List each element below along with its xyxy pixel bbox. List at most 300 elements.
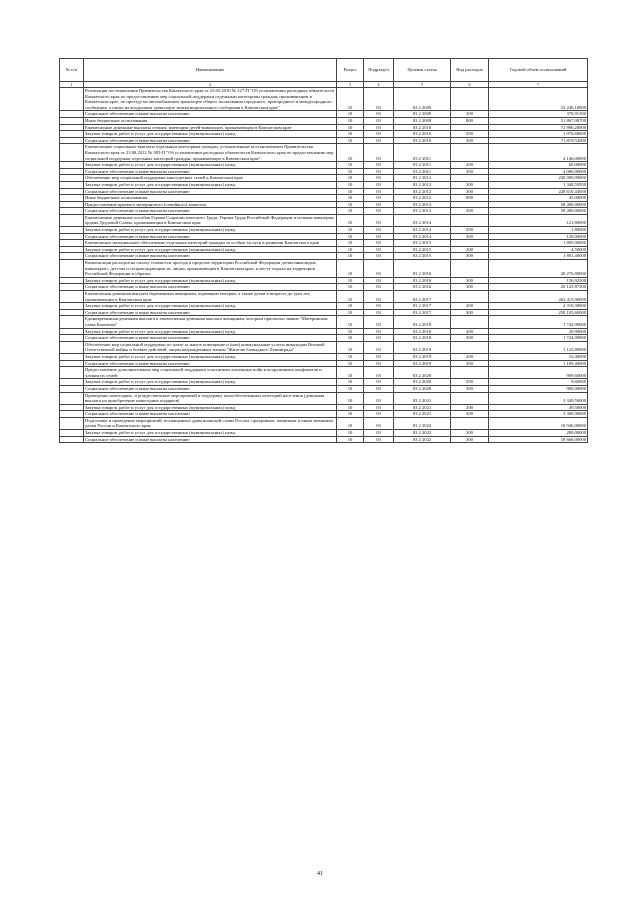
row-amount-cell: 20 125,87500 (489, 284, 588, 291)
row-section-cell: 10 (337, 144, 364, 162)
row-name-cell: Социальное обеспечение и иные выплаты населению (84, 188, 337, 195)
table-row (60, 303, 588, 310)
table-row (60, 131, 588, 138)
col-header-expense-type: Вид расходов (451, 59, 489, 82)
row-name-cell: Иные бюджетные ассигнования (84, 195, 337, 202)
row-amount-cell: 20,90000 (489, 328, 588, 335)
row-index-cell (60, 392, 84, 404)
row-section-cell: 10 (337, 379, 364, 386)
row-target-article-cell: 03 2 2018 (394, 335, 451, 342)
row-subsection-cell: 03 (364, 240, 394, 247)
row-name-cell: Закупка товаров, работ и услуг для государственных (муниципальных) нужд (84, 379, 337, 386)
row-amount-cell: 4 310,30000 (489, 303, 588, 310)
row-index-cell (60, 316, 84, 328)
row-target-article-cell: 03 2 2014 (394, 233, 451, 240)
row-expense-type-cell: 300 (451, 411, 489, 418)
row-subsection-cell: 03 (364, 162, 394, 169)
table-row (60, 316, 588, 328)
row-index-cell (60, 385, 84, 392)
table-row (60, 284, 588, 291)
row-expense-type-cell: 200 (451, 379, 489, 386)
table-row (60, 260, 588, 278)
row-amount-cell: 51 867,08700 (489, 117, 588, 124)
row-amount-cell: 909,60000 (489, 367, 588, 379)
table-row (60, 404, 588, 411)
row-target-article-cell: 03 2 2017 (394, 291, 451, 303)
table-row (60, 341, 588, 353)
row-name-cell: Социальное обеспечение и иные выплаты населению (84, 335, 337, 342)
row-name-cell: Закупка товаров, работ и услуг для государственных (муниципальных) нужд (84, 131, 337, 138)
row-target-article-cell: 03 2 2014 (394, 214, 451, 226)
row-expense-type-cell (451, 214, 489, 226)
row-subsection-cell: 03 (364, 117, 394, 124)
row-amount-cell: 9,60000 (489, 379, 588, 386)
row-section-cell: 10 (337, 137, 364, 144)
row-name-cell: Закупка товаров, работ и услуг для государственных (муниципальных) нужд (84, 430, 337, 437)
row-expense-type-cell (451, 291, 489, 303)
row-subsection-cell: 03 (364, 214, 394, 226)
row-target-article-cell: 03 2 2009 (394, 111, 451, 118)
table-row (60, 379, 588, 386)
row-subsection-cell: 03 (364, 417, 394, 429)
table-row (60, 162, 588, 169)
row-index-cell (60, 162, 84, 169)
row-expense-type-cell: 300 (451, 436, 489, 443)
row-expense-type-cell (451, 392, 489, 404)
row-name-cell: Социальное обеспечение и иные выплаты населению (84, 137, 337, 144)
row-subsection-cell: 03 (364, 227, 394, 234)
row-section-cell: 10 (337, 360, 364, 367)
row-target-article-cell: 03 2 2022 (394, 430, 451, 437)
row-index-cell (60, 379, 84, 386)
row-name-cell: Компенсация расходов на оплату стоимости проезда в пределах территории Российской Федерации детям-инвалидам, инвалидам с детства и сопровождающим их лицам, проживающим в Камчатском крае, к месту отдыха на территории Российской Федерации и обратно (84, 260, 337, 278)
col-number: 5 (394, 82, 451, 88)
col-number: 6 (451, 82, 489, 88)
row-index-cell (60, 181, 84, 188)
row-expense-type-cell: 300 (451, 137, 489, 144)
row-subsection-cell: 03 (364, 253, 394, 260)
table-row (60, 144, 588, 162)
row-target-article-cell: 03 2 2016 (394, 260, 451, 278)
col-header-target-article: Целевая статья (394, 59, 451, 82)
row-subsection-cell: 03 (364, 131, 394, 138)
row-section-cell: 10 (337, 335, 364, 342)
table-row (60, 367, 588, 379)
row-name-cell: Ежемесячные денежные выплаты семьям, имеющим детей-инвалидов, проживающим в Камчатском крае (84, 124, 337, 131)
row-subsection-cell: 03 (364, 291, 394, 303)
row-index-cell (60, 303, 84, 310)
row-section-cell: 10 (337, 392, 364, 404)
row-target-article-cell: 03 2 2014 (394, 227, 451, 234)
row-name-cell: Иные бюджетные ассигнования (84, 117, 337, 124)
row-section-cell: 10 (337, 246, 364, 253)
row-section-cell: 10 (337, 233, 364, 240)
row-index-cell (60, 417, 84, 429)
row-section-cell: 10 (337, 117, 364, 124)
row-section-cell: 10 (337, 316, 364, 328)
table-row (60, 411, 588, 418)
row-section-cell: 10 (337, 168, 364, 175)
row-name-cell: Ежемесячное материальное обеспечение отдельных категорий граждан за особые заслуги в развитии Камчатского края (84, 240, 337, 247)
row-target-article-cell: 03 2 2019 (394, 353, 451, 360)
row-amount-cell: 45,00000 (489, 195, 588, 202)
row-subsection-cell: 03 (364, 411, 394, 418)
row-expense-type-cell: 300 (451, 208, 489, 215)
row-expense-type-cell: 200 (451, 181, 489, 188)
row-amount-cell: 121,80000 (489, 214, 588, 226)
row-section-cell: 10 (337, 430, 364, 437)
table-row (60, 188, 588, 195)
row-subsection-cell: 03 (364, 246, 394, 253)
row-expense-type-cell: 300 (451, 168, 489, 175)
row-subsection-cell: 03 (364, 195, 394, 202)
row-target-article-cell: 03 2 2018 (394, 328, 451, 335)
row-amount-cell: 52 246,10000 (489, 88, 588, 111)
row-target-article-cell: 03 2 2017 (394, 303, 451, 310)
row-amount-cell: 230 000,00000 (489, 175, 588, 182)
table-row (60, 124, 588, 131)
row-name-cell: Единовременная денежная выплата и ежемесячная денежная выплата женщинам, которым присвоено звание "Материнская слава Камчатки" (84, 316, 337, 328)
row-index-cell (60, 124, 84, 131)
row-name-cell: Социальное обеспечение и иные выплаты населению (84, 411, 337, 418)
row-index-cell (60, 404, 84, 411)
row-amount-cell: 49,50000 (489, 404, 588, 411)
row-target-article-cell: 03 2 2016 (394, 284, 451, 291)
row-amount-cell: 1 125,80000 (489, 341, 588, 353)
col-number: 7 (489, 82, 588, 88)
row-target-article-cell: 03 2 2011 (394, 168, 451, 175)
row-section-cell: 10 (337, 284, 364, 291)
row-subsection-cell: 03 (364, 188, 394, 195)
row-target-article-cell: 03 2 2009 (394, 117, 451, 124)
row-amount-cell: 1 805,90000 (489, 240, 588, 247)
row-index-cell (60, 88, 84, 111)
row-target-article-cell: 03 2 2018 (394, 316, 451, 328)
row-section-cell: 10 (337, 201, 364, 208)
row-expense-type-cell (451, 260, 489, 278)
row-section-cell: 10 (337, 131, 364, 138)
row-name-cell: Закупка товаров, работ и услуг для государственных (муниципальных) нужд (84, 227, 337, 234)
row-amount-cell: 60,00000 (489, 162, 588, 169)
table-row (60, 246, 588, 253)
table-row (60, 335, 588, 342)
row-expense-type-cell: 300 (451, 233, 489, 240)
row-amount-cell: 1 801,40000 (489, 253, 588, 260)
row-expense-type-cell: 300 (451, 253, 489, 260)
row-subsection-cell: 03 (364, 316, 394, 328)
row-name-cell: Социальное обеспечение и иные выплаты населению (84, 436, 337, 443)
row-section-cell: 10 (337, 309, 364, 316)
row-expense-type-cell: 200 (451, 404, 489, 411)
row-expense-type-cell (451, 175, 489, 182)
row-expense-type-cell (451, 88, 489, 111)
table-row (60, 277, 588, 284)
row-index-cell (60, 168, 84, 175)
row-target-article-cell: 03 2 2022 (394, 417, 451, 429)
row-expense-type-cell: 200 (451, 277, 489, 284)
table-row (60, 181, 588, 188)
row-index-cell (60, 335, 84, 342)
row-amount-cell: 18 666,00000 (489, 436, 588, 443)
row-index-cell (60, 111, 84, 118)
row-section-cell: 10 (337, 260, 364, 278)
row-index-cell (60, 430, 84, 437)
row-section-cell: 10 (337, 253, 364, 260)
row-subsection-cell: 03 (364, 379, 394, 386)
row-amount-cell: 378,01300 (489, 111, 588, 118)
row-name-cell: Социальное обеспечение и иные выплаты населению (84, 385, 337, 392)
row-expense-type-cell: 200 (451, 227, 489, 234)
row-amount-cell: 71 819,52000 (489, 137, 588, 144)
row-target-article-cell: 03 2 2015 (394, 253, 451, 260)
row-expense-type-cell: 200 (451, 353, 489, 360)
row-name-cell: Предоставление краевого материнского (семейного) капитала (84, 201, 337, 208)
row-name-cell: Социальное обеспечение и иные выплаты населению (84, 360, 337, 367)
row-section-cell: 10 (337, 214, 364, 226)
row-subsection-cell: 03 (364, 208, 394, 215)
row-amount-cell: 16,40000 (489, 353, 588, 360)
row-target-article-cell: 03 2 2019 (394, 341, 451, 353)
table-row (60, 436, 588, 443)
row-amount-cell: 4 146,00000 (489, 144, 588, 162)
table-row (60, 137, 588, 144)
row-section-cell: 10 (337, 404, 364, 411)
row-name-cell: Социальное обеспечение и иные выплаты населению (84, 208, 337, 215)
row-target-article-cell: 03 2 2012 (394, 175, 451, 182)
row-name-cell: Закупка товаров, работ и услуг для государственных (муниципальных) нужд (84, 303, 337, 310)
row-target-article-cell: 03 2 2022 (394, 436, 451, 443)
row-name-cell: Социальное обеспечение и иные выплаты населению (84, 253, 337, 260)
row-section-cell: 10 (337, 208, 364, 215)
row-amount-cell: 1 076,68000 (489, 131, 588, 138)
row-amount-cell: 1,80000 (489, 227, 588, 234)
row-index-cell (60, 253, 84, 260)
row-subsection-cell: 03 (364, 385, 394, 392)
row-subsection-cell: 03 (364, 124, 394, 131)
row-section-cell: 10 (337, 124, 364, 131)
row-index-cell (60, 291, 84, 303)
row-name-cell: Реализация постановления Правительства Камчатского края от 23.03.2010 № 127-П "Об установлении расходных обязательств Камчатского края по предоставлению мер социальной поддержки отдельным категориям граждан, проживающим в Камчатском крае, по проезду на автомобильном транспорте общего пользования городского, пригородного и междугородного сообщения, а также на воздушном транспорте межмуниципального сообщения в Камчатском крае" (84, 88, 337, 111)
col-header-subsection: Подраздел (364, 59, 394, 82)
row-subsection-cell: 03 (364, 260, 394, 278)
table-row (60, 208, 588, 215)
row-expense-type-cell: 300 (451, 309, 489, 316)
table-row (60, 111, 588, 118)
row-expense-type-cell: 300 (451, 111, 489, 118)
row-subsection-cell: 03 (364, 341, 394, 353)
row-name-cell: Ежемесячная денежная выплата беременным женщинам, кормящим матерям, а также детям в возрасте до трех лет, проживающим в Камчатском крае (84, 291, 337, 303)
row-section-cell: 10 (337, 195, 364, 202)
row-section-cell: 10 (337, 436, 364, 443)
col-number: 1 (60, 82, 84, 88)
row-target-article-cell: 03 2 2013 (394, 208, 451, 215)
row-subsection-cell: 03 (364, 430, 394, 437)
row-subsection-cell: 03 (364, 436, 394, 443)
table-row (60, 392, 588, 404)
row-subsection-cell: 03 (364, 181, 394, 188)
budget-table (59, 58, 588, 443)
table-row (60, 430, 588, 437)
table-row (60, 253, 588, 260)
row-expense-type-cell: 800 (451, 195, 489, 202)
row-expense-type-cell (451, 341, 489, 353)
row-index-cell (60, 277, 84, 284)
row-name-cell: Проведение новогодних, и рождественских мероприятий в поддержку малообеспеченных категорий населения (денежная выплата на приобретение новогодних подарков) (84, 392, 337, 404)
row-target-article-cell: 03 2 2020 (394, 385, 451, 392)
row-target-article-cell: 03 2 2013 (394, 201, 451, 208)
col-header-name: Наименование (84, 59, 337, 82)
row-index-cell (60, 188, 84, 195)
row-section-cell: 10 (337, 188, 364, 195)
table-row (60, 417, 588, 429)
page-number: 41 (317, 871, 323, 877)
row-amount-cell: 4,50000 (489, 246, 588, 253)
row-index-cell (60, 411, 84, 418)
row-target-article-cell: 03 2 2015 (394, 246, 451, 253)
row-target-article-cell: 03 2 2021 (394, 411, 451, 418)
row-index-cell (60, 260, 84, 278)
row-section-cell: 10 (337, 162, 364, 169)
row-subsection-cell: 03 (364, 353, 394, 360)
row-name-cell: Социальное обеспечение и иные выплаты населению (84, 168, 337, 175)
row-subsection-cell: 03 (364, 335, 394, 342)
row-target-article-cell: 03 2 2020 (394, 367, 451, 379)
row-subsection-cell: 03 (364, 328, 394, 335)
row-name-cell: Закупка товаров, работ и услуг для государственных (муниципальных) нужд (84, 181, 337, 188)
row-expense-type-cell: 300 (451, 188, 489, 195)
row-subsection-cell: 03 (364, 360, 394, 367)
row-name-cell: Предоставление дополнительных мер социальной поддержки участникам локальных войн и вооруженных конфликтов и членам их семей (84, 367, 337, 379)
row-index-cell (60, 309, 84, 316)
row-target-article-cell: 03 2 2016 (394, 277, 451, 284)
row-target-article-cell: 03 2 2010 (394, 137, 451, 144)
table-row (60, 240, 588, 247)
row-subsection-cell: 03 (364, 144, 394, 162)
row-name-cell: Социальное обеспечение и иные выплаты населению (84, 309, 337, 316)
row-name-cell: Социальное обеспечение и иные выплаты населению (84, 284, 337, 291)
row-name-cell: Обеспечение мер социальной поддержки многодетных семей в Камчатском крае (84, 175, 337, 182)
row-target-article-cell: 03 2 2021 (394, 392, 451, 404)
row-subsection-cell: 03 (364, 303, 394, 310)
row-target-article-cell: 03 2 2010 (394, 124, 451, 131)
row-expense-type-cell: 300 (451, 284, 489, 291)
table-row (60, 88, 588, 111)
row-section-cell: 10 (337, 417, 364, 429)
row-name-cell: Закупка товаров, работ и услуг для государственных (муниципальных) нужд (84, 277, 337, 284)
row-expense-type-cell: 800 (451, 117, 489, 124)
row-target-article-cell: 03 2 2011 (394, 162, 451, 169)
row-subsection-cell: 03 (364, 175, 394, 182)
row-amount-cell: 18 946,00000 (489, 417, 588, 429)
row-section-cell: 10 (337, 341, 364, 353)
row-index-cell (60, 360, 84, 367)
row-amount-cell: 3 349,50000 (489, 392, 588, 404)
row-section-cell: 10 (337, 175, 364, 182)
row-expense-type-cell: 200 (451, 131, 489, 138)
row-target-article-cell: 03 2 2021 (394, 404, 451, 411)
row-amount-cell: 58 400,00000 (489, 201, 588, 208)
col-number: 2 (84, 82, 337, 88)
row-name-cell: Закупка товаров, работ и услуг для государственных (муниципальных) нужд (84, 353, 337, 360)
row-target-article-cell: 03 2 2012 (394, 195, 451, 202)
row-expense-type-cell: 300 (451, 360, 489, 367)
table-row (60, 195, 588, 202)
row-name-cell: Социальное обеспечение и иные выплаты населению (84, 233, 337, 240)
row-expense-type-cell: 200 (451, 328, 489, 335)
table-row (60, 328, 588, 335)
row-amount-cell: 120,00000 (489, 233, 588, 240)
row-section-cell: 10 (337, 181, 364, 188)
table-row (60, 201, 588, 208)
row-section-cell: 10 (337, 303, 364, 310)
row-amount-cell: 1 744,90000 (489, 316, 588, 328)
row-index-cell (60, 367, 84, 379)
row-expense-type-cell: 200 (451, 303, 489, 310)
row-subsection-cell: 03 (364, 137, 394, 144)
row-target-article-cell: 03 2 2009 (394, 88, 451, 111)
row-target-article-cell: 03 2 2020 (394, 379, 451, 386)
row-subsection-cell: 03 (364, 309, 394, 316)
col-header-section: Раздел (337, 59, 364, 82)
table-row (60, 353, 588, 360)
row-subsection-cell: 03 (364, 392, 394, 404)
table-row (60, 117, 588, 124)
row-subsection-cell: 03 (364, 88, 394, 111)
row-expense-type-cell (451, 417, 489, 429)
row-amount-cell: 4 086,00000 (489, 168, 588, 175)
row-subsection-cell: 03 (364, 233, 394, 240)
row-target-article-cell: 03 2 2010 (394, 131, 451, 138)
row-index-cell (60, 175, 84, 182)
row-section-cell: 10 (337, 291, 364, 303)
row-expense-type-cell (451, 201, 489, 208)
row-expense-type-cell (451, 240, 489, 247)
row-amount-cell: 72 896,20000 (489, 124, 588, 131)
row-index-cell (60, 284, 84, 291)
row-name-cell: Ежемесячные денежные пособия Героям Социалистического Труда, Героям Труда Российской Федерации и полным кавалерам ордена Трудовой Славы, проживающим в Камчатском крае (84, 214, 337, 226)
col-header-num: № п/п (60, 59, 84, 82)
row-section-cell: 10 (337, 367, 364, 379)
row-index-cell (60, 328, 84, 335)
row-target-article-cell: 03 2 2015 (394, 240, 451, 247)
row-index-cell (60, 341, 84, 353)
row-amount-cell: 3 300,00000 (489, 411, 588, 418)
row-expense-type-cell (451, 367, 489, 379)
row-index-cell (60, 131, 84, 138)
row-section-cell: 10 (337, 227, 364, 234)
row-subsection-cell: 03 (364, 284, 394, 291)
row-expense-type-cell: 200 (451, 162, 489, 169)
row-subsection-cell: 03 (364, 367, 394, 379)
row-name-cell: Закупка товаров, работ и услуг для государственных (муниципальных) нужд (84, 328, 337, 335)
row-expense-type-cell (451, 144, 489, 162)
row-index-cell (60, 144, 84, 162)
table-row (60, 309, 588, 316)
row-expense-type-cell (451, 316, 489, 328)
table-row (60, 168, 588, 175)
row-name-cell: Подготовка и проведение мероприятий, посвященных дням воинской славы России, праздникам, памятным и иным значимым датам России и Камчатского края (84, 417, 337, 429)
row-name-cell: Обеспечение мер социальной поддержки по плате за жилое помещение и (или) коммунальные услуги инвалидам Великой Отечественной войны и боевых действий, лицам награжденным знаком "Жителю блокадного Ленинграда" (84, 341, 337, 353)
row-target-article-cell: 03 2 2012 (394, 188, 451, 195)
table-row (60, 385, 588, 392)
table-row (60, 175, 588, 182)
row-subsection-cell: 03 (364, 201, 394, 208)
table-row (60, 360, 588, 367)
row-subsection-cell: 03 (364, 111, 394, 118)
row-section-cell: 10 (337, 277, 364, 284)
row-amount-cell: 258 105,60000 (489, 309, 588, 316)
row-amount-cell: 1 109,40000 (489, 360, 588, 367)
